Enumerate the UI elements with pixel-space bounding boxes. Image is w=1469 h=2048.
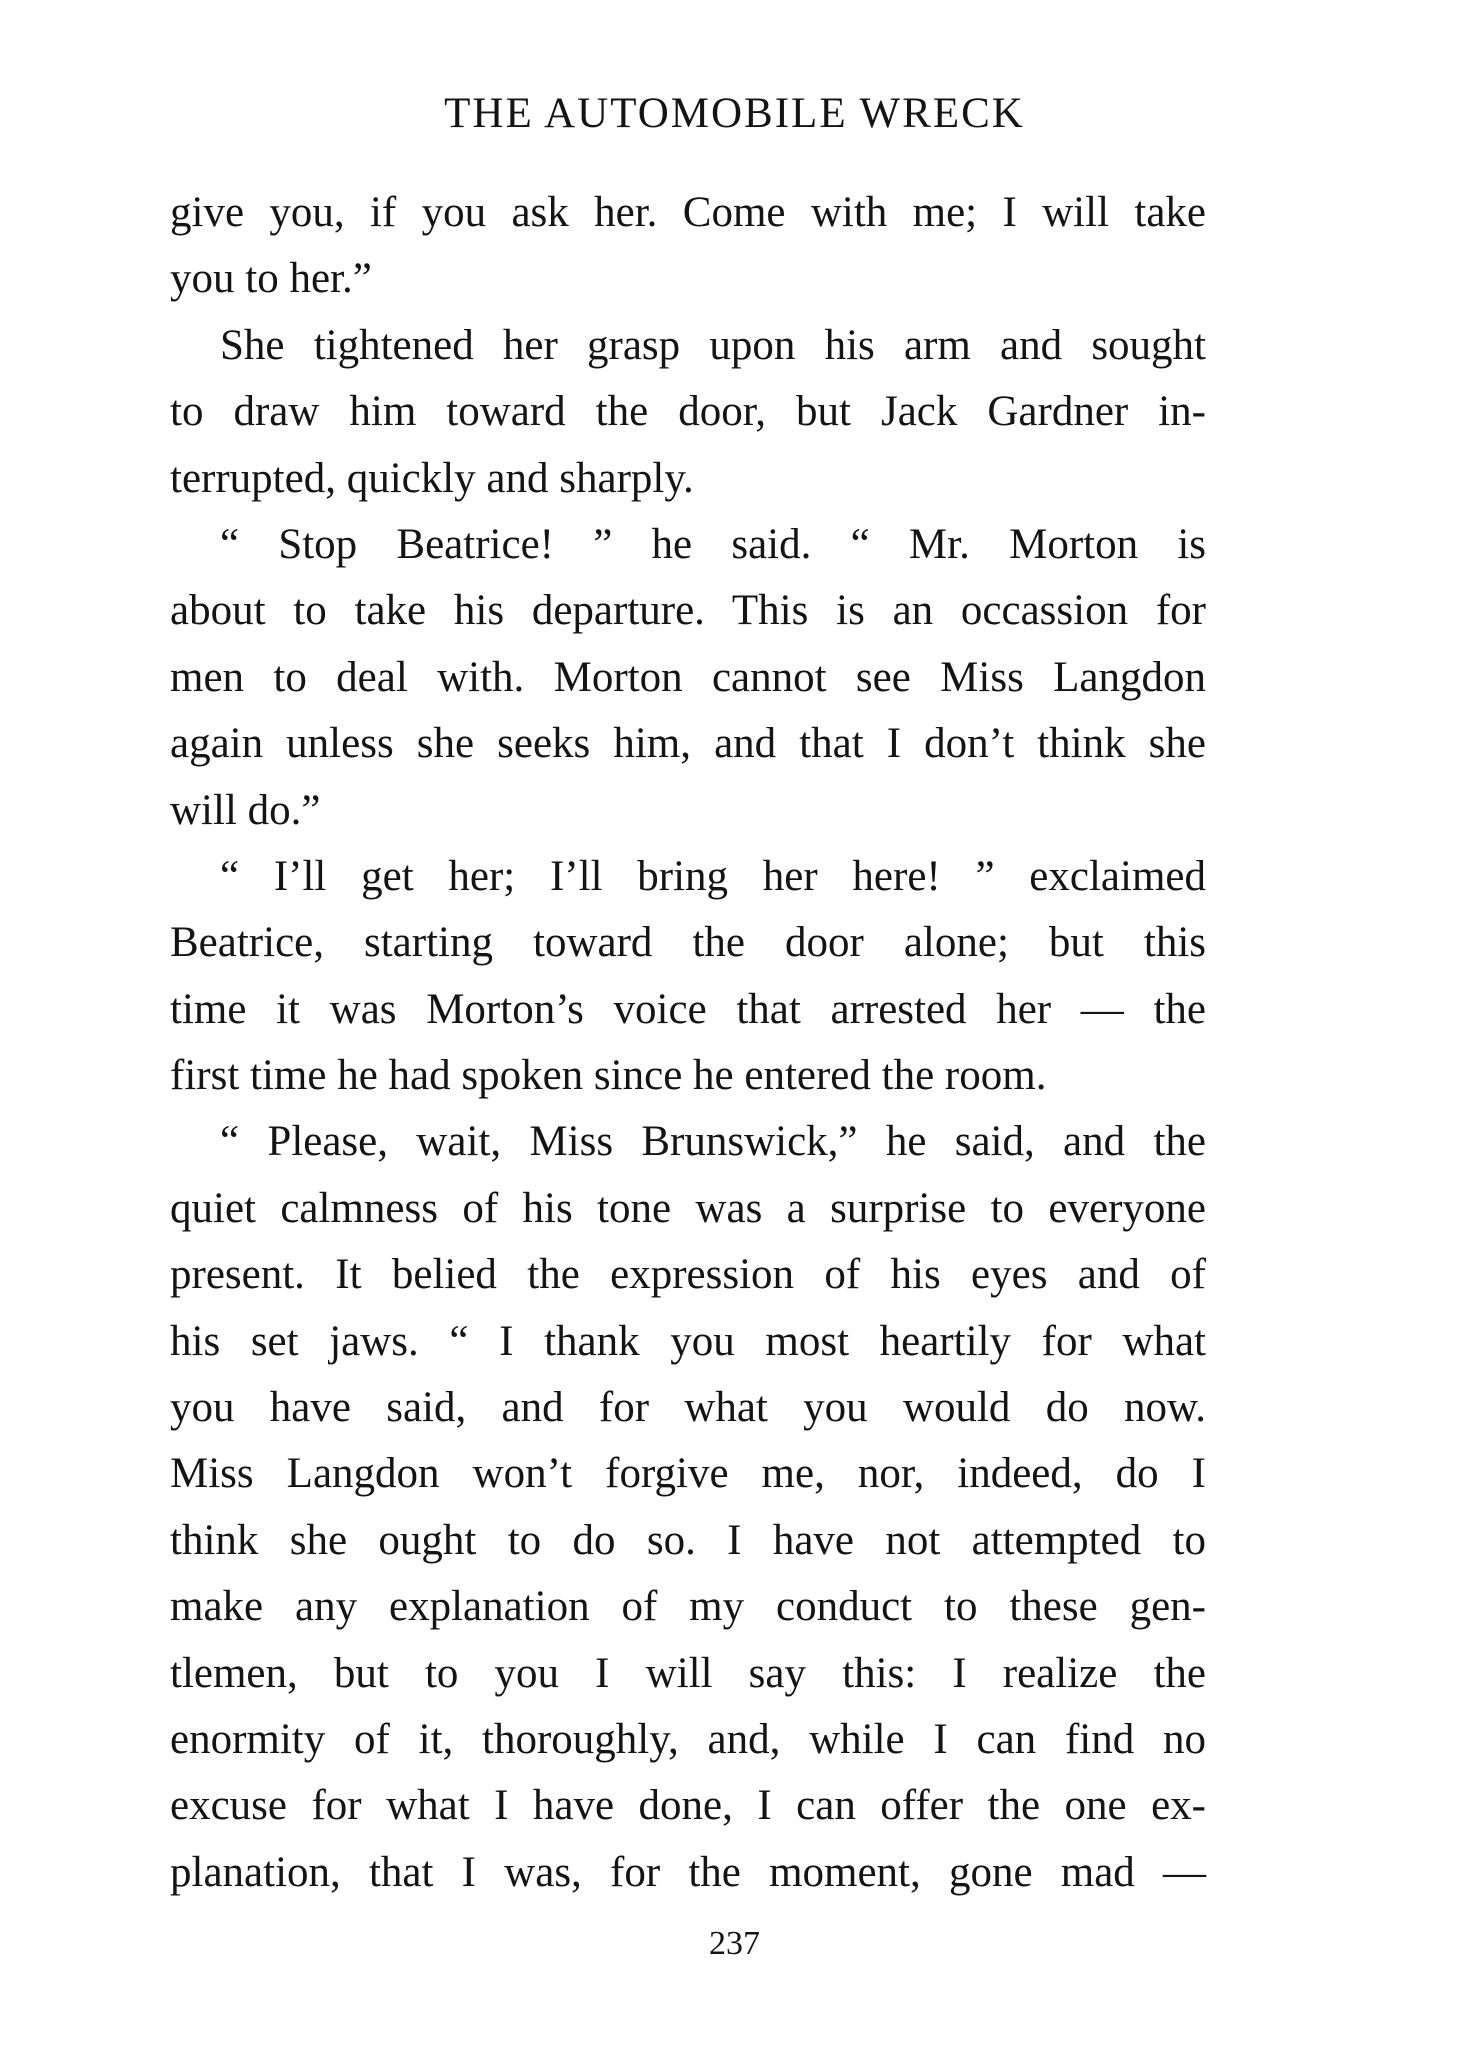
body-text (170, 180, 1206, 1906)
text-line: excuse for what I have done, I can offer the one ex- (170, 1782, 1206, 1830)
text-line: “ I’ll get her; I’ll bring her here! ” exclaimed (220, 852, 1206, 900)
text-line: enormity of it, thoroughly, and, while I can find no (170, 1715, 1206, 1763)
text-line: will do.” (170, 786, 321, 834)
running-head: THE AUTOMOBILE WRECK (444, 90, 1025, 137)
text-line: first time he had spoken since he entered the room. (170, 1052, 1047, 1100)
text-line: you have said, and for what you would do now. (170, 1384, 1206, 1432)
text-line: men to deal with. Morton cannot see Miss Langdon (170, 653, 1206, 701)
text-line: think she ought to do so. I have not attempted to (170, 1516, 1206, 1564)
text-line: time it was Morton’s voice that arrested her — the (170, 985, 1206, 1033)
text-line: again unless she seeks him, and that I don’t think she (170, 720, 1206, 768)
text-line: “ Please, wait, Miss Brunswick,” he said, and the (220, 1118, 1206, 1166)
text-line: quiet calmness of his tone was a surprise to everyone (170, 1184, 1206, 1232)
text-line: She tightened her grasp upon his arm and sought (220, 321, 1206, 369)
page-number: 237 (709, 1925, 760, 1962)
text-line: you to her.” (170, 255, 372, 303)
text-line: Beatrice, starting toward the door alone; but this (170, 919, 1206, 967)
text-line: give you, if you ask her. Come with me; I will take (170, 189, 1206, 236)
text-line: present. It belied the expression of his eyes and of (170, 1251, 1206, 1299)
text-line: about to take his departure. This is an occassion for (170, 587, 1206, 635)
text-line: Miss Langdon won’t forgive me, nor, indeed, do I (170, 1450, 1206, 1498)
text-line: make any explanation of my conduct to these gen- (170, 1583, 1206, 1631)
text-line: tlemen, but to you I will say this: I realize the (170, 1649, 1206, 1697)
text-line: “ Stop Beatrice! ” he said. “ Mr. Morton is (220, 520, 1206, 568)
text-line: planation, that I was, for the moment, gone mad — (170, 1848, 1206, 1896)
text-line: terrupted, quickly and sharply. (170, 454, 694, 502)
text-line: his set jaws. “ I thank you most heartily for what (170, 1317, 1206, 1365)
text-line: to draw him toward the door, but Jack Gardner in- (170, 388, 1206, 436)
